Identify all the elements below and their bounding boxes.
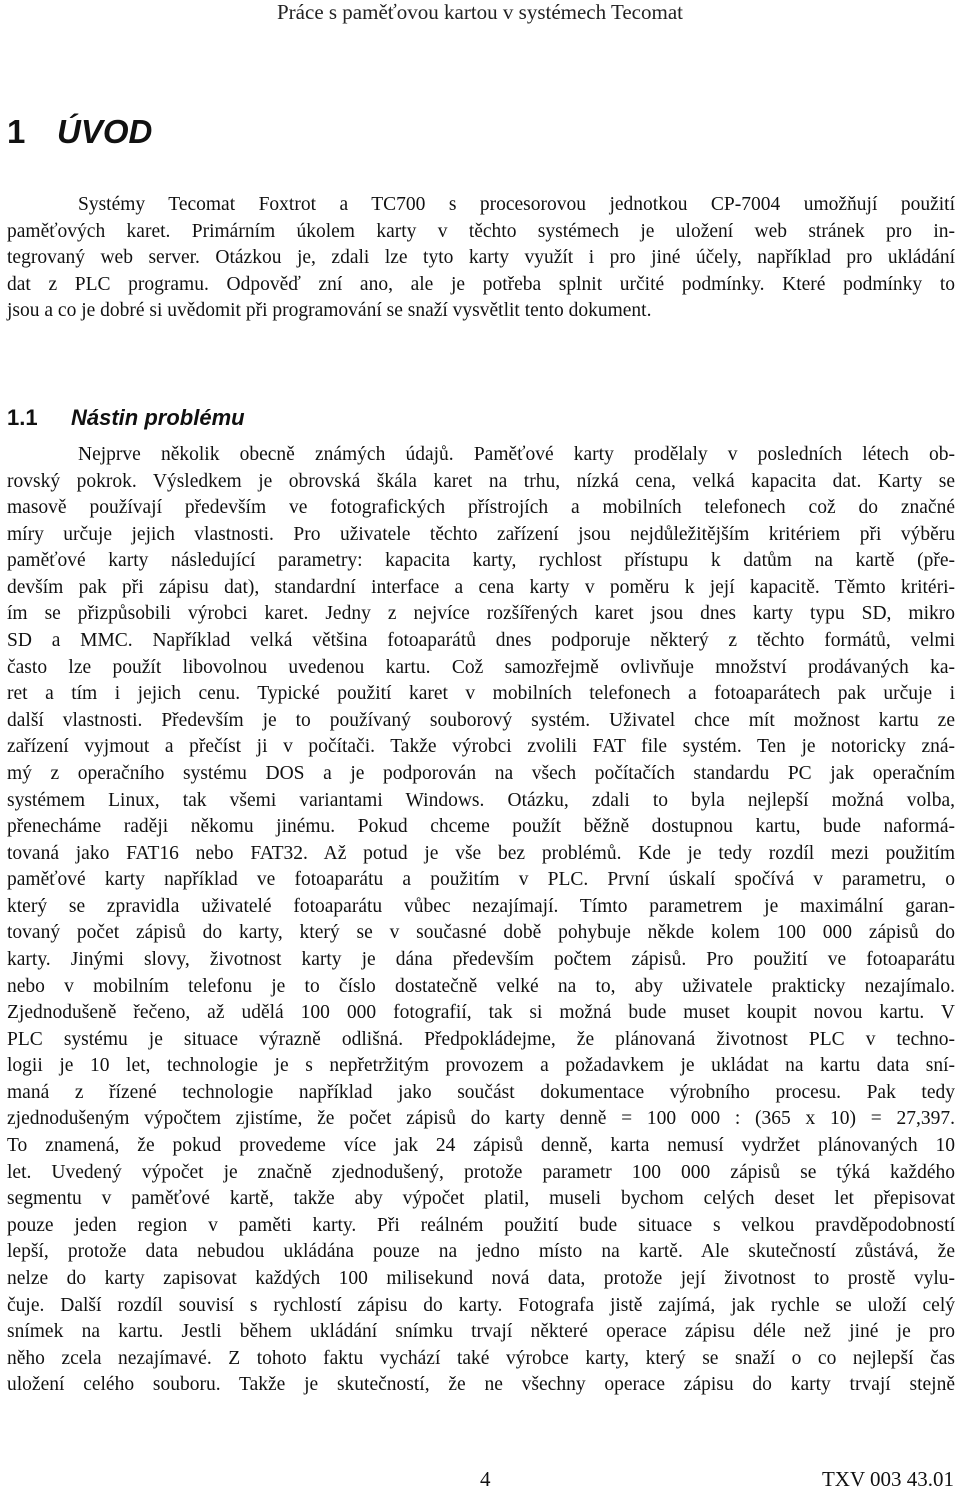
text-line: jsou a co je dobré si uvědomit při programování se snaží vysvětlit tento dokument. — [7, 300, 652, 322]
text-line: paměťové karty následující parametry: kapacita karty, rychlost přístupu k datům na kartě (pře- — [7, 550, 955, 572]
text-line: nebo v mobilním telefonu je to číslo dostatečně velké na to, aby uživatele prakticky nezajímalo. — [7, 975, 955, 997]
section-heading-1 — [7, 112, 152, 152]
document-id: TXV 003 43.01 — [821, 1467, 954, 1491]
text-line: často lze použít libovolnou uvedenou kartu. Což samozřejmě ovlivňuje množství prodávaných ka- — [7, 656, 955, 678]
text-line: ret a tím i jejich cenu. Typické použití karet v mobilních telefonech a fotoaparátech pak určuje i — [7, 683, 955, 705]
text-line: čuje. Další rozdíl souvisí s rychlostí zápisu do karty. Fotografa jistě zajímá, jak rychle se uloží celý — [7, 1294, 955, 1316]
text-line: let. Uvedený výpočet je značně zjednodušený, protože parametr 100 000 zápisů se týká každého — [7, 1161, 955, 1183]
text-line: uložení celého souboru. Takže je skutečností, že ne všechny operace zápisu do karty trvají stejně — [7, 1374, 955, 1396]
text-line: dat z PLC programu. Odpověď zní ano, ale je potřeba splnit určité podmínky. Které podmínky to — [7, 273, 955, 295]
page-number: 4 — [480, 1467, 491, 1491]
text-line: PLC systému je situace výrazně odlišná. Předpokládejme, že plánovaná životnost PLC v techno- — [7, 1028, 955, 1050]
text-line: další vlastnosti. Především je to používaný souborový systém. Uživatel chce mít možnost kartu ze — [7, 709, 955, 731]
text-line: mý z operačního systému DOS a je podporován na všech počítačích standardu PC jak operačním — [7, 762, 955, 784]
text-line: zařízení vyjmout a přečíst ji v počítači. Takže výrobci zvolili FAT file systém. Ten je notoricky zná- — [7, 736, 955, 758]
section-heading-1-1 — [7, 404, 245, 432]
section-number: 1 — [7, 113, 26, 150]
text-line: Nejprve několik obecně známých údajů. Paměťové karty prodělaly v posledních létech ob- — [78, 444, 955, 465]
text-line: masově používají především ve fotografických přístrojích a mobilních telefonech což do značné — [7, 497, 955, 519]
text-line: To znamená, že pokud provedeme více jak 24 zápisů denně, karta nemusí vydržet plánovaných 10 — [7, 1135, 955, 1157]
text-line: logii je 10 let, technologie je s nepřetržitým provozem a požadavkem je ukládat na kartu data sní- — [7, 1055, 955, 1077]
text-line: devším pak při zápisu dat), standardní interface a cena karty v poměru k její kapacitě. Těmto kritéri- — [7, 576, 955, 598]
text-line: lepší, protože data nebudou ukládána pouze na jedno místo na kartě. Ale skutečností zůstává, že — [7, 1241, 955, 1263]
text-line: zjednodušeným výpočtem zjistíme, že počet zápisů do karty denně = 100 000 : (365 x 10) = 27,397. — [7, 1108, 955, 1130]
subsection-number: 1.1 — [7, 405, 38, 430]
text-line: systémem Linux, tak všemi variantami Windows. Otázku, zdali to byla nejlepší možná volba, — [7, 789, 955, 811]
text-line: tegrovaný web server. Otázkou je, zdali lze tyto karty využít i pro jiné účely, například pro ukládání — [7, 247, 955, 269]
text-line: pouze jeden region v paměti karty. Při reálném použití bude situace s velkou pravděpodobností — [7, 1214, 955, 1236]
text-line: SD a MMC. Například velká většina fotoaparátů dnes podporuje některý z těchto formátů, velmi — [7, 630, 955, 652]
text-line: přenecháme raději někomu jinému. Pokud chceme použít běžně dostupnou kartu, bude naformá- — [7, 816, 955, 838]
subsection-title: Nástin problému — [71, 405, 245, 430]
text-line: karty. Jinými slovy, životnost karty je dána především počtem zápisů. Pro použití ve fotoaparátu — [7, 948, 955, 970]
intro-paragraph — [7, 192, 955, 325]
text-line: ím se přizpůsobili výrobci karet. Jedny z nejvíce rozšířených karet jsou dnes karty typu SD, mikro — [7, 603, 955, 625]
section-title: ÚVOD — [57, 113, 153, 150]
text-line: segmentu v paměťové kartě, takže aby výpočet platil, museli bychom celých deset let přepisovat — [7, 1188, 955, 1210]
text-line: něho zcela nezajímavé. Z tohoto faktu vychází také výrobce karty, který se snaží o co nejlepší čas — [7, 1347, 955, 1369]
text-line: Zjednodušeně řečeno, až udělá 100 000 fotografií, tak si možná bude muset koupit novou kartu. V — [7, 1002, 955, 1024]
text-line: který se zpravidla uživatelé fotoaparátu vůbec nezajímají. Tímto parametrem je maximální garan- — [7, 895, 955, 917]
text-line: paměťových karet. Primárním úkolem karty v těchto systémech je uložení web stránek pro in- — [7, 220, 955, 242]
text-line: nelze do karty zapisovat každých 100 milisekund nová data, protože její životnost to prostě vylu- — [7, 1267, 955, 1289]
text-line: tovaná jako FAT16 nebo FAT32. Až potud je vše bez problémů. Kde je tedy rozdíl mezi použitím — [7, 842, 955, 864]
running-header: Práce s paměťovou kartou v systémech Tecomat — [277, 0, 683, 24]
problem-paragraph — [7, 442, 955, 1399]
text-line: míry určuje jejich vlastnosti. Pro uživatele těchto zařízení jsou nejdůležitějším kritériem při výběru — [7, 523, 955, 545]
text-line: paměťové karty například ve fotoaparátu a použitím v PLC. První úskalí spočívá v parametru, o — [7, 869, 955, 891]
text-line: tovaný počet zápisů do karty, který se v současné době pohybuje někde kolem 100 000 zápisů do — [7, 922, 955, 944]
text-line: maná z řízené technologie například jako součást dokumentace výrobního procesu. Pak tedy — [7, 1081, 955, 1103]
text-line: snímek na kartu. Jestli během ukládání snímku trvají některé operace zápisu déle než jiné je pro — [7, 1321, 955, 1343]
text-line: rovský pokrok. Výsledkem je obrovská škála karet na trhu, nízká cena, velká kapacita dat. Karty se — [7, 470, 955, 492]
text-line: Systémy Tecomat Foxtrot a TC700 s procesorovou jednotkou CP-7004 umožňují použití — [78, 194, 955, 215]
